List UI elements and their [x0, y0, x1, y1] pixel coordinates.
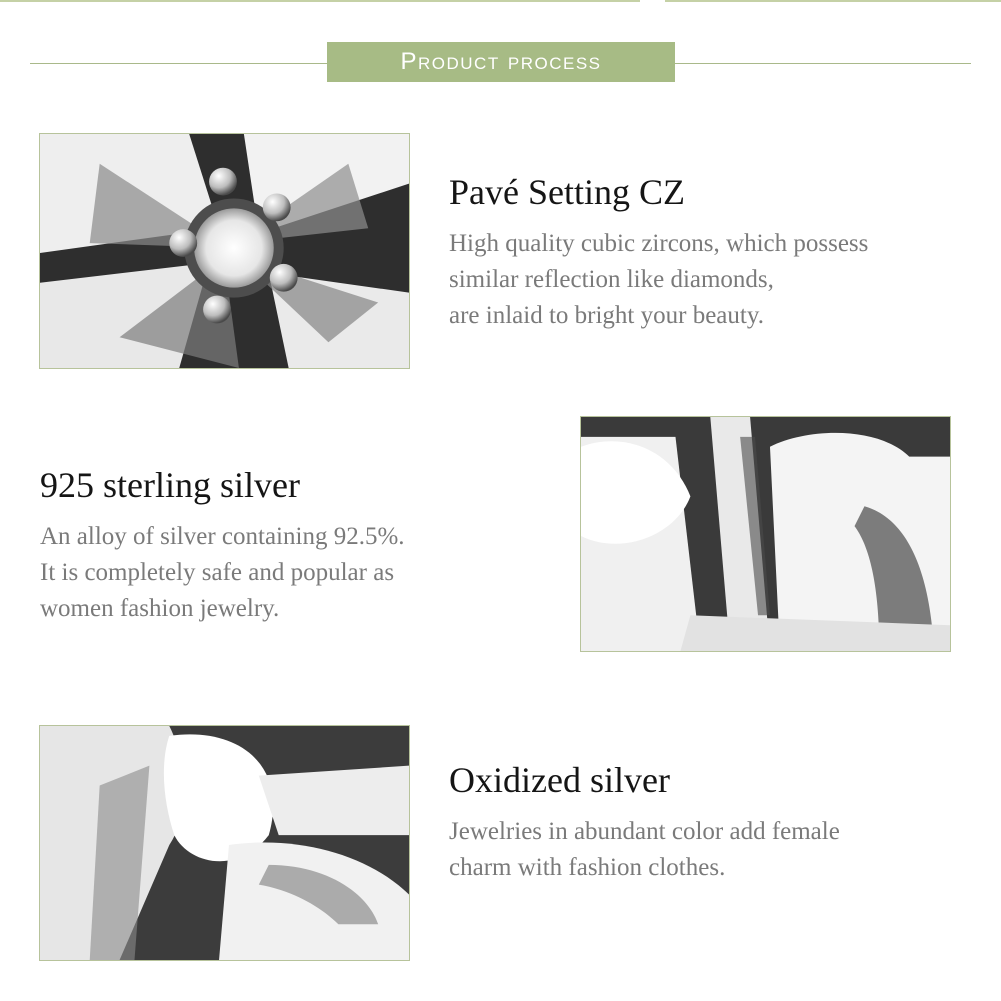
section-banner-label: Product process [400, 48, 602, 75]
feature-title-silver: 925 sterling silver [40, 465, 300, 505]
oxidized-silver-photo [39, 725, 410, 961]
s925-stamp-photo [580, 416, 951, 652]
feature-text-line: women fashion jewelry. [40, 595, 280, 622]
section-banner [327, 42, 675, 82]
feature-text-cz [449, 226, 868, 334]
top-border-left [0, 0, 640, 2]
feature-title-oxidized: Oxidized silver [449, 760, 670, 800]
feature-text-oxidized [449, 814, 840, 886]
header-rule-left [30, 63, 328, 64]
feature-text-line: Jewelries in abundant color add female [449, 818, 840, 845]
feature-text-line: similar reflection like diamonds, [449, 266, 774, 293]
feature-text-silver [40, 519, 405, 627]
feature-text-line: It is completely safe and popular as [40, 559, 395, 586]
feature-text-line: are inlaid to bright your beauty. [449, 302, 764, 329]
feature-text-line: An alloy of silver containing 92.5%. [40, 523, 405, 550]
header-rule-right [674, 63, 971, 64]
feature-text-line: High quality cubic zircons, which possess [449, 230, 869, 257]
cz-setting-photo [39, 133, 410, 369]
feature-title-cz: Pavé Setting CZ [449, 172, 685, 212]
top-border-right [665, 0, 1001, 2]
feature-text-line: charm with fashion clothes. [449, 854, 726, 881]
